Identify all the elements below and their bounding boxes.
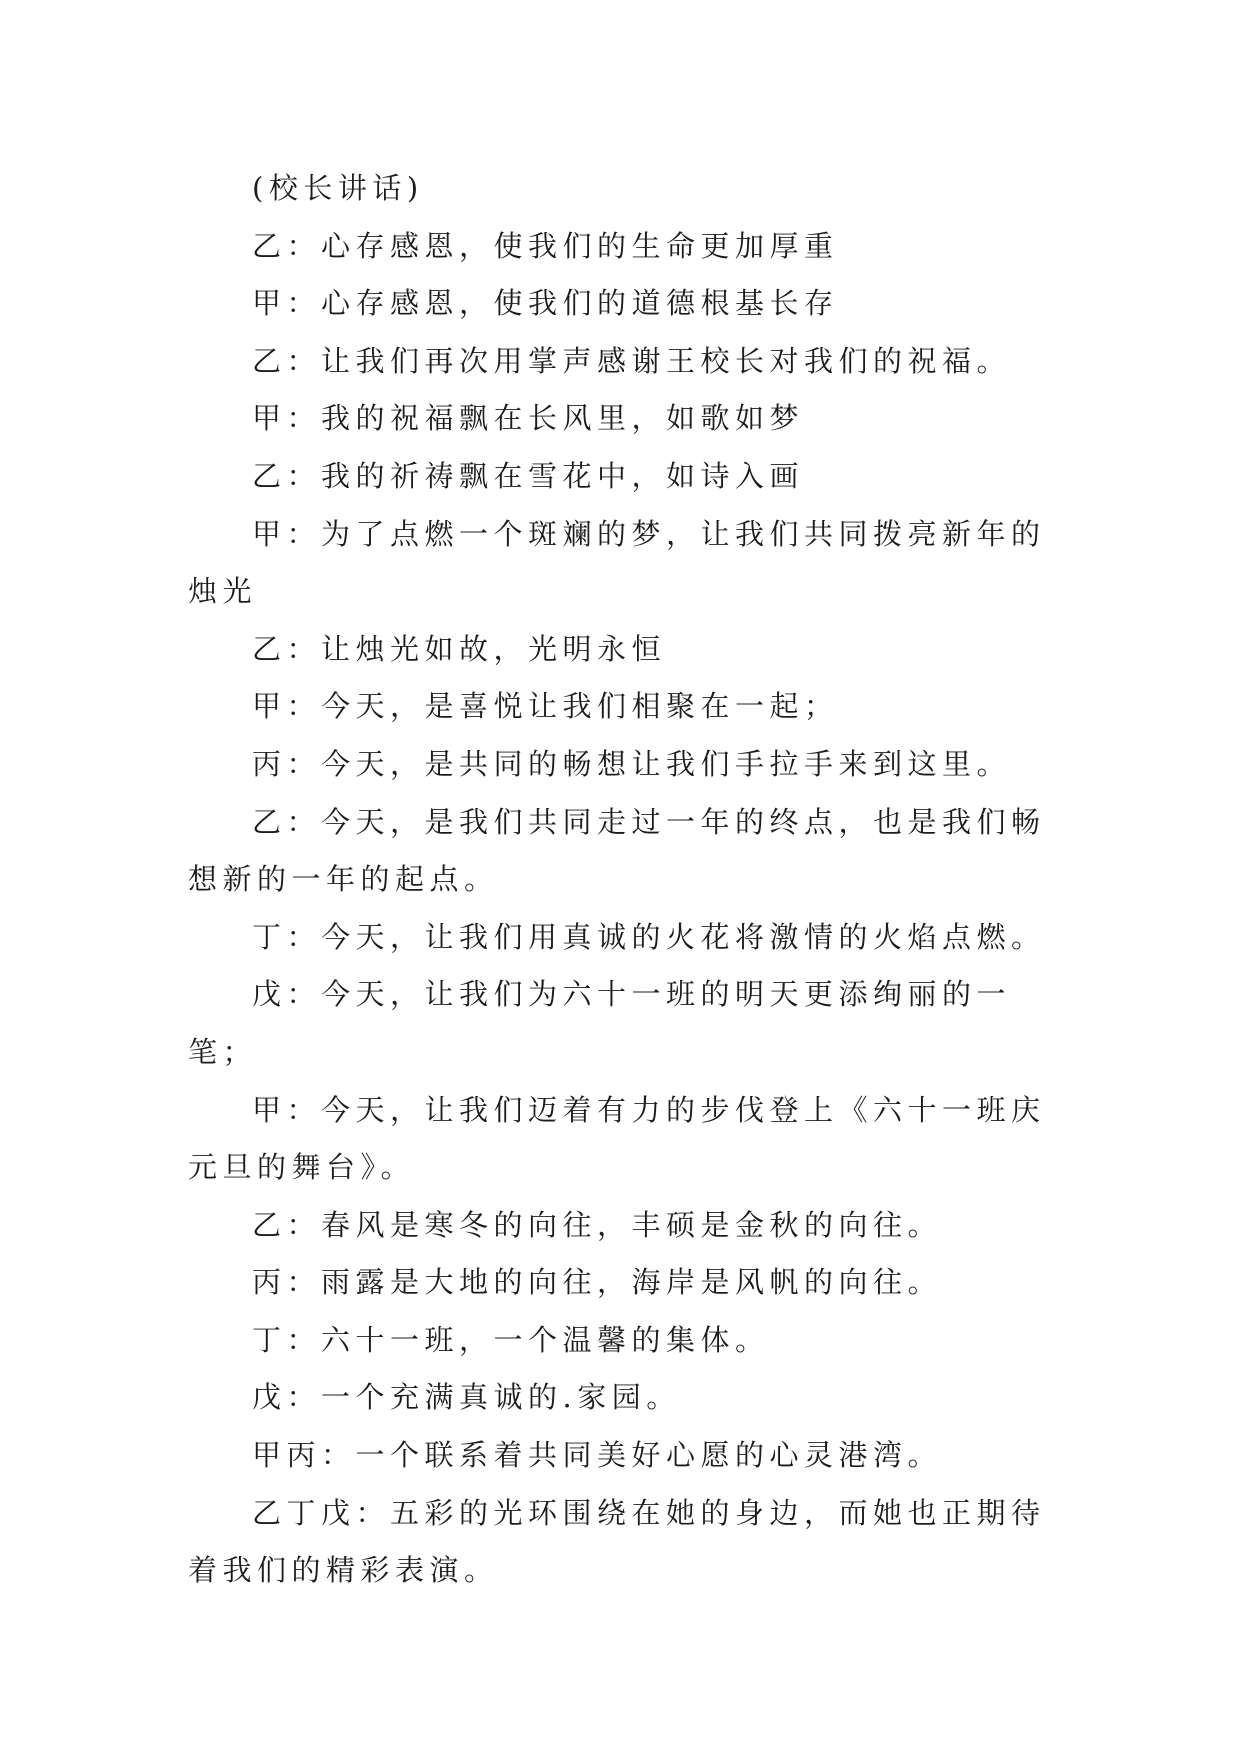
paragraph-principal-speech: (校长讲话) bbox=[252, 171, 424, 205]
paragraph: 甲丙：一个联系着共同美好心愿的心灵港湾。 bbox=[252, 1438, 943, 1473]
paragraph: 丙：雨露是大地的向往，海岸是风帆的向往。 bbox=[252, 1265, 943, 1300]
paragraph: 丁：六十一班，一个温馨的集体。 bbox=[252, 1322, 770, 1357]
paragraph: 甲：今天，让我们迈着有力的步伐登上《六十一班庆元旦的舞台》。 bbox=[188, 1092, 1046, 1185]
paragraph: 乙：让我们再次用掌声感谢王校长对我们的祝福。 bbox=[252, 343, 1012, 378]
paragraph: 乙：春风是寒冬的向往，丰硕是金秋的向往。 bbox=[252, 1207, 943, 1242]
paragraph: 丙：今天，是共同的畅想让我们手拉手来到这里。 bbox=[252, 746, 1012, 781]
paragraph: 甲：我的祝福飘在长风里，如歌如梦 bbox=[252, 401, 805, 436]
document-body bbox=[188, 160, 1068, 1600]
paragraph: 乙丁戊：五彩的光环围绕在她的身边，而她也正期待着我们的精彩表演。 bbox=[188, 1495, 1046, 1588]
paragraph: 乙：今天，是我们共同走过一年的终点，也是我们畅想新的一年的起点。 bbox=[188, 804, 1046, 897]
paragraph: 乙：心存感恩，使我们的生命更加厚重 bbox=[252, 228, 839, 263]
paragraph: 乙：让烛光如故，光明永恒 bbox=[252, 631, 667, 666]
paragraph: 乙：我的祈祷飘在雪花中，如诗入画 bbox=[252, 458, 805, 493]
paragraph: 戊：一个充满真诚的.家园。 bbox=[252, 1380, 681, 1415]
paragraph: 甲：为了点燃一个斑斓的梦，让我们共同拨亮新年的烛光 bbox=[188, 516, 1046, 609]
paragraph: 丁：今天，让我们用真诚的火花将激情的火焰点燃。 bbox=[252, 919, 1046, 954]
paragraph: 甲：今天，是喜悦让我们相聚在一起； bbox=[252, 689, 839, 724]
paragraph: 戊：今天，让我们为六十一班的明天更添绚丽的一笔； bbox=[188, 977, 1012, 1069]
paragraph: 甲：心存感恩，使我们的道德根基长存 bbox=[252, 286, 839, 321]
